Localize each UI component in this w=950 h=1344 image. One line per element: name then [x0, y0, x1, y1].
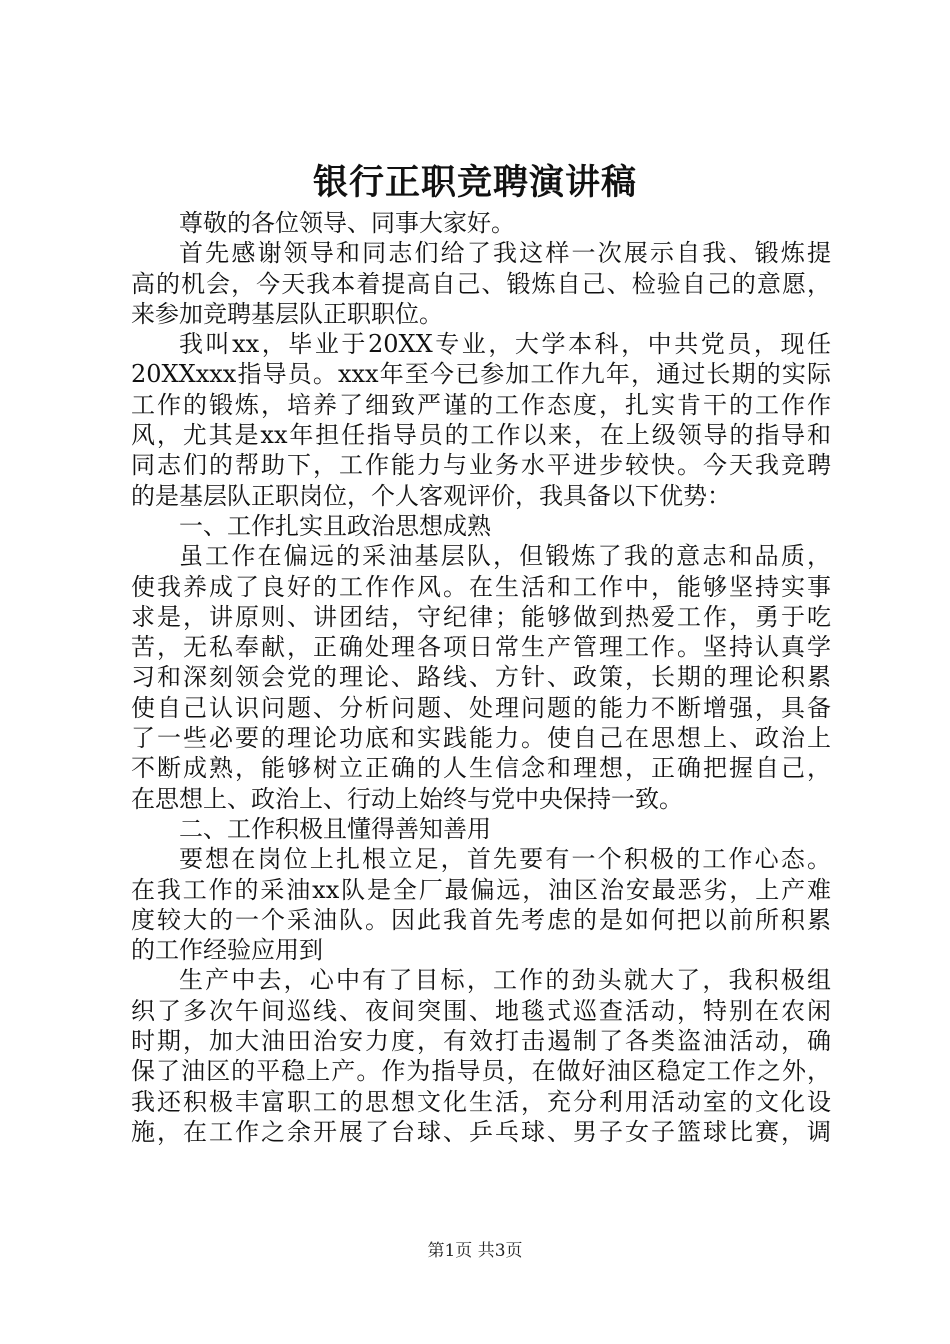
text-line: 度较大的一个采油队。因此我首先考虑的是如何把以前所积累 — [131, 905, 831, 934]
text-line: 工作的锻炼，培养了细致严谨的工作态度，扎实肯干的工作作 — [131, 390, 831, 419]
text-line: 习和深刻领会党的理论、路线、方针、政策，长期的理论积累 — [131, 663, 831, 692]
text-line: 在思想上、政治上、行动上始终与党中央保持一致。 — [131, 784, 683, 813]
text-line: 我还积极丰富职工的思想文化生活，充分利用活动室的文化设 — [131, 1087, 831, 1116]
text-line: 20XXxxx指导员。xxx年至今已参加工作九年，通过长期的实际 — [131, 360, 831, 389]
text-line: 使我养成了良好的工作作风。在生活和工作中，能够坚持实事 — [131, 572, 831, 601]
text-line: 织了多次午间巡线、夜间突围、地毯式巡查活动，特别在农闲 — [131, 996, 831, 1025]
text-line: 了一些必要的理论功底和实践能力。使自己在思想上、政治上 — [131, 724, 831, 753]
document-title: 银行正职竞聘演讲稿 — [312, 162, 637, 203]
text-line: 求是，讲原则、讲团结，守纪律；能够做到热爱工作，勇于吃 — [131, 602, 831, 631]
text-line: 时期，加大油田治安力度，有效打击遏制了各类盗油活动，确 — [131, 1027, 831, 1056]
document-body — [131, 208, 831, 1147]
text-line: 苦，无私奉献，正确处理各项日常生产管理工作。坚持认真学 — [131, 633, 831, 662]
text-line: 一、工作扎实且政治思想成熟 — [179, 511, 491, 540]
text-line: 在我工作的采油xx队是全厂最偏远，油区治安最恶劣，上产难 — [131, 875, 831, 904]
text-line: 同志们的帮助下，工作能力与业务水平进步较快。今天我竞聘 — [131, 451, 831, 480]
text-line: 要想在岗位上扎根立足，首先要有一个积极的工作心态。 — [179, 845, 831, 874]
text-line: 我叫xx，毕业于20XX专业，大学本科，中共党员，现任 — [179, 330, 831, 359]
text-line: 保了油区的平稳上产。作为指导员，在做好油区稳定工作之外， — [131, 1057, 831, 1086]
text-line: 施，在工作之余开展了台球、乒乓球、男子女子篮球比赛，调 — [131, 1117, 831, 1146]
text-line: 不断成熟，能够树立正确的人生信念和理想，正确把握自己， — [131, 754, 831, 783]
page-footer: 第1页 共3页 — [427, 1241, 523, 1261]
text-line: 二、工作积极且懂得善知善用 — [179, 814, 491, 843]
text-line: 的工作经验应用到 — [131, 936, 323, 965]
text-line: 来参加竞聘基层队正职职位。 — [131, 299, 443, 328]
text-line: 首先感谢领导和同志们给了我这样一次展示自我、锻炼提 — [179, 239, 831, 268]
text-line: 生产中去，心中有了目标，工作的劲头就大了，我积极组 — [179, 966, 831, 995]
text-line: 虽工作在偏远的采油基层队，但锻炼了我的意志和品质， — [179, 542, 831, 571]
text-line: 高的机会，今天我本着提高自己、锻炼自己、检验自己的意愿， — [131, 269, 831, 298]
text-line: 的是基层队正职岗位，个人客观评价，我具备以下优势： — [131, 481, 731, 510]
text-line: 风，尤其是xx年担任指导员的工作以来，在上级领导的指导和 — [131, 421, 831, 450]
text-line: 尊敬的各位领导、同事大家好。 — [179, 209, 515, 237]
text-line: 使自己认识问题、分析问题、处理问题的能力不断增强，具备 — [131, 693, 831, 722]
